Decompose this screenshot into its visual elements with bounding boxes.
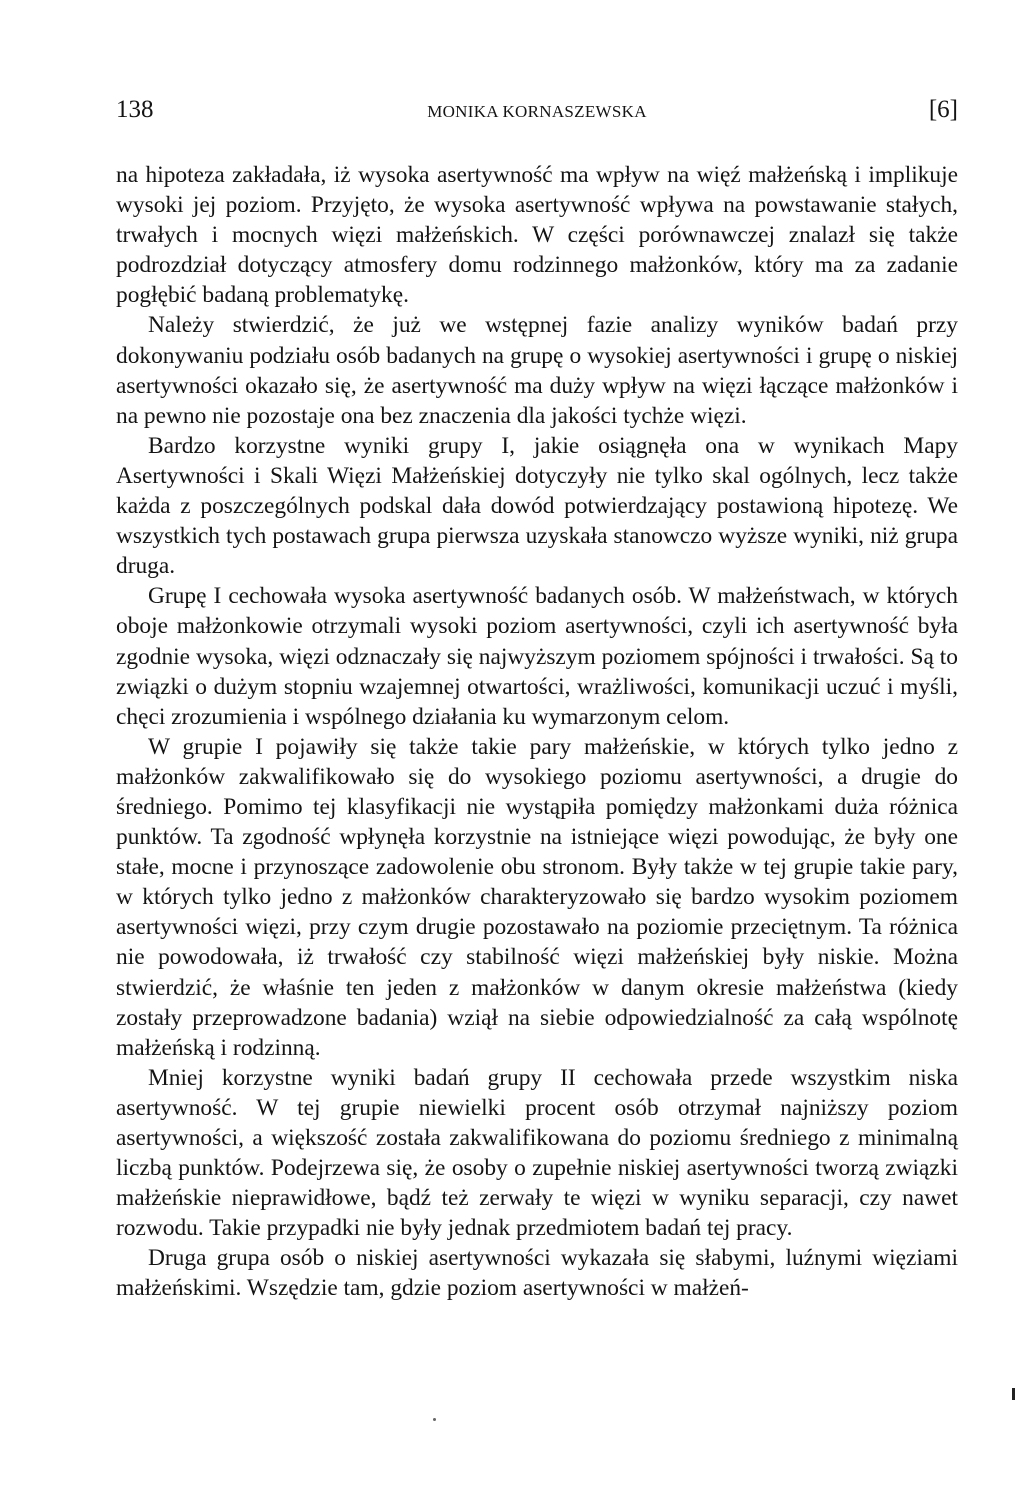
paragraph-1: na hipoteza zakładała, iż wysoka asertywność ma wpływ na więź małżeńską i implikuje wysoki jej poziom. Przyjęto, że wysoka asertywność wpływa na powstawanie stałych, trwałych i mocnych więzi małżeńskich. W części porównawczej znalazł się także podrozdział dotyczący atmosfery domu rodzinnego małżonków, który ma za zadanie pogłębić badaną problematykę. <box>116 162 958 309</box>
paragraph-3: Bardzo korzystne wyniki grupy I, jakie osiągnęła ona w wynikach Mapy Asertywności i Skali Więzi Małżeńskiej dotyczyły nie tylko skal ogólnych, lecz także każda z poszczególnych podskal dała dowód potwierdzający postawioną hipotezę. We wszystkich tych postawach grupa pierwsza uzyskała stanowczo wyższe wyniki, niż grupa druga. <box>116 432 958 580</box>
body-text <box>116 160 958 1304</box>
scan-speck <box>433 1418 436 1421</box>
book-page <box>116 96 958 1304</box>
running-head <box>116 96 958 128</box>
margin-speck <box>1012 1388 1015 1400</box>
page-number: 138 <box>116 96 154 123</box>
running-head-author: MONIKA KORNASZEWSKA <box>427 102 647 121</box>
paragraph-6: Mniej korzystne wyniki badań grupy II cechowała przede wszystkim niska asertywność. W tej grupie niewielki procent osób otrzymał najniższy poziom asertywności, a większość została zakwalifikowana do poziomu średniego z minimalną liczbą punktów. Podejrzewa się, że osoby o zupełnie niskiej asertywności tworzą związki małżeńskie nieprawidłowe, bądź też zerwały te więzi w wyniku separacji, czy nawet rozwodu. Takie przypadki nie były jednak przedmiotem badań tej pracy. <box>116 1064 958 1242</box>
paragraph-5: W grupie I pojawiły się także takie pary małżeńskie, w których tylko jedno z małżonków zakwalifikowało się do wysokiego poziomu asertywności, a drugie do średniego. Pomimo tej klasyfikacji nie wystąpiła pomiędzy małżonkami duża różnica punktów. Ta zgodność wpłynęła korzystnie na istniejące więzi powodując, że były one stałe, mocne i przynoszące zadowolenie obu stronom. Były także w tej grupie takie pary, w których tylko jedno z małżonków charakteryzowało się bardzo wysokim poziomem asertywności więzi, przy czym drugie pozostawało na poziomie przeciętnym. Ta różnica nie powodowała, iż trwałość czy stabilność więzi małżeńskiej były niskie. Można stwierdzić, że właśnie ten jeden z małżonków w danym okresie małżeństwa (kiedy zostały przeprowadzone badania) wziął na siebie odpowiedzialność za całą wspólnotę małżeńską i rodzinną. <box>116 733 958 1061</box>
chapter-marker: [6] <box>928 96 958 123</box>
paragraph-4: Grupę I cechowała wysoka asertywność badanych osób. W małżeństwach, w których oboje małżonkowie otrzymali wysoki poziom asertywności, czyli ich asertywność była zgodnie wysoka, więzi odznaczały się najwyższym poziomem spójności i trwałości. Są to związki o dużym stopniu wzajemnej otwartości, wrażliwości, komunikacji uczuć i myśli, chęci zrozumienia i wspólnego działania ku wymarzonym celom. <box>116 583 958 730</box>
paragraph-7: Druga grupa osób o niskiej asertywności wykazała się słabymi, luźnymi więziami małżeńskimi. Wszędzie tam, gdzie poziom asertywności w małżeń- <box>116 1245 958 1302</box>
paragraph-2: Należy stwierdzić, że już we wstępnej fazie analizy wyników badań przy dokonywaniu podziału osób badanych na grupę o wysokiej asertywności i grupę o niskiej asertywności okazało się, że asertywność ma duży wpływ na więzi łączące małżonków i na pewno nie pozostaje ona bez znaczenia dla jakości tychże więzi. <box>116 312 958 429</box>
